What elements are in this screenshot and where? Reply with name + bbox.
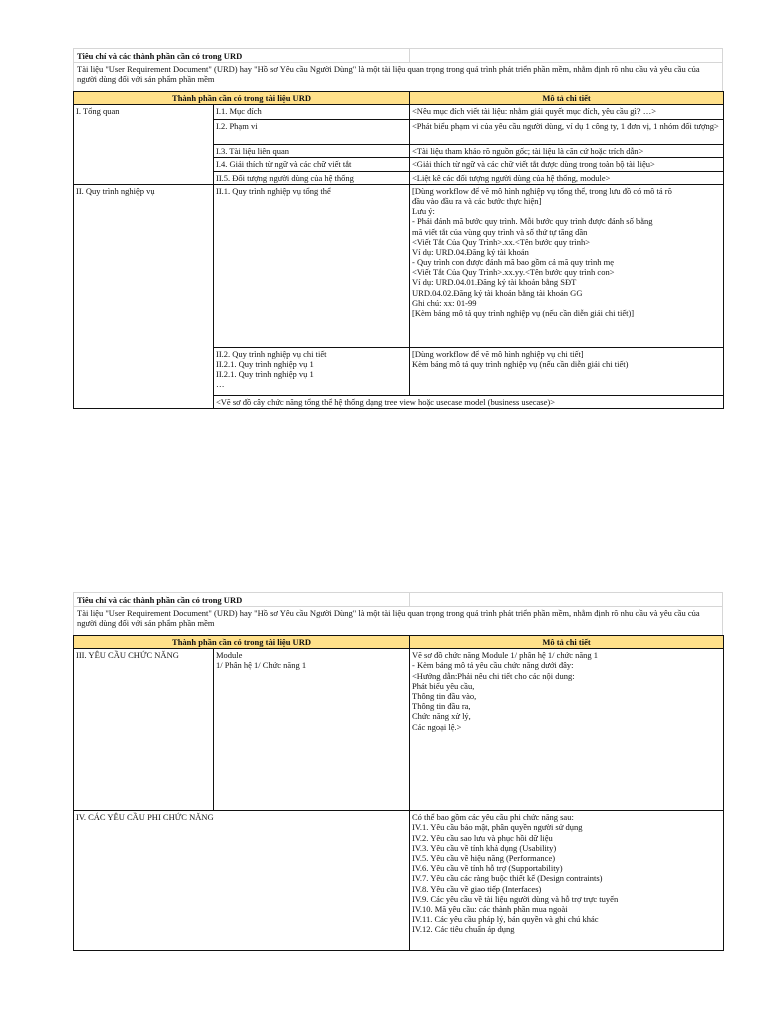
intro-text: Tài liệu "User Requirement Document" (URD) hay "Hồ sơ Yêu cầu Người Dùng" là một tài liệu quan trọng trong quá trình phát triển phần mềm, nhằm định rõ nhu cầu và yêu cầu của người dùng đối với sản phẩm phần mềm bbox=[73, 607, 723, 635]
desc-line: [Kèm bảng mô tả quy trình nghiệp vụ (nếu cần diễn giải chi tiết)] bbox=[412, 308, 635, 318]
desc-cell: <Liệt kê các đối tượng người dùng của hệ thống, module> bbox=[410, 171, 724, 184]
item-cell: I.3. Tài liệu liên quan bbox=[214, 145, 410, 158]
section-label: IV. CÁC YÊU CẦU PHI CHỨC NĂNG bbox=[74, 811, 410, 951]
desc-cell bbox=[410, 184, 724, 347]
urd-sheet-1 bbox=[73, 48, 723, 409]
desc-cell bbox=[410, 347, 724, 395]
desc-line: IV.2. Yêu cầu sao lưu và phục hồi dữ liệu bbox=[412, 832, 553, 843]
header-description: Mô tả chi tiết bbox=[410, 636, 724, 649]
item-cell: I.2. Phạm vi bbox=[214, 120, 410, 145]
desc-cell bbox=[410, 811, 724, 951]
desc-line: [Dùng workflow để vẽ mô hình nghiệp vụ tổng thể, trong lưu đồ có mô tả rõ bbox=[412, 185, 672, 196]
item-cell: I.4. Giải thích từ ngữ và các chữ viết tắt bbox=[214, 158, 410, 171]
desc-line: IV.3. Yêu cầu về tính khả dụng (Usability) bbox=[412, 842, 557, 853]
desc-line: <Hướng dẫn:Phải nêu chi tiết cho các nội dung: bbox=[412, 670, 575, 681]
desc-line: IV.9. Các yêu cầu về tài liệu người dùng và hỗ trợ trực tuyến bbox=[412, 893, 619, 904]
desc-line: - Quy trình con được đánh mã bao gồm cả mã quy trình mẹ bbox=[412, 257, 614, 268]
section-label: I. Tổng quan bbox=[74, 105, 214, 185]
item-cell: II.1. Quy trình nghiệp vụ tổng thể bbox=[214, 184, 410, 347]
desc-line: IV.10. Mã yêu cầu: các thành phần mua ngoài bbox=[412, 903, 568, 914]
desc-line: Thông tin đầu vào, bbox=[412, 690, 477, 701]
desc-line: Phát biểu yêu cầu, bbox=[412, 680, 475, 691]
item-cell: II.5. Đối tượng người dùng của hệ thống bbox=[214, 171, 410, 184]
section-label: III. YÊU CẦU CHỨC NĂNG bbox=[74, 649, 214, 811]
urd-table bbox=[73, 635, 724, 951]
desc-line: đầu vào đầu ra và các bước thực hiện] bbox=[412, 195, 542, 206]
desc-line: IV.7. Yêu cầu các ràng buộc thiết kế (Design contraints) bbox=[412, 873, 603, 884]
desc-line: URD.04.02.Đăng ký tài khoản bằng tài khoản GG bbox=[412, 287, 583, 298]
desc-line: Chức năng xử lý, bbox=[412, 711, 471, 722]
desc-line: Có thể bao gồm các yêu cầu phi chức năng sau: bbox=[412, 812, 574, 823]
sheet-title: Tiêu chí và các thành phần cần có trong URD bbox=[73, 49, 409, 62]
desc-line: Kèm bảng mô tả quy trình nghiệp vụ (nếu cần diễn giải chi tiết) bbox=[412, 358, 629, 369]
desc-line: IV.12. Các tiêu chuẩn áp dụng bbox=[412, 924, 515, 935]
desc-cell: <Tài liệu tham khảo rõ nguồn gốc; tài liệu là căn cứ hoặc trích dẫn> bbox=[410, 145, 724, 158]
desc-cell: <Giải thích từ ngữ và các chữ viết tắt được dùng trong toàn bộ tài liệu> bbox=[410, 158, 724, 171]
desc-line: Ví dụ: URD.04.01.Đăng ký tài khoản bằng SĐT bbox=[412, 277, 577, 288]
sheet-title-row bbox=[73, 592, 723, 607]
desc-line: - Kèm bảng mô tả yêu cầu chức năng dưới đây: bbox=[412, 660, 574, 671]
desc-cell: <Nêu mục đích viết tài liệu: nhằm giải quyết mục đích, yêu cầu gì? …> bbox=[410, 105, 724, 120]
desc-line: mã viết tắt của vùng quy trình và số thứ tự tăng dần bbox=[412, 226, 588, 237]
header-description: Mô tả chi tiết bbox=[410, 92, 724, 105]
header-component: Thành phần cần có trong tài liệu URD bbox=[74, 636, 410, 649]
desc-line: <Viết Tắt Của Quy Trình>.xx.yy.<Tên bước quy trình con> bbox=[412, 267, 615, 278]
desc-line: Ví dụ: URD.04.Đăng ký tài khoản bbox=[412, 246, 529, 257]
sheet-title: Tiêu chí và các thành phần cần có trong URD bbox=[73, 593, 409, 606]
desc-line: Thông tin đầu ra, bbox=[412, 701, 471, 712]
desc-line: <Viết Tắt Của Quy Trình>.xx.<Tên bước quy trình> bbox=[412, 236, 591, 247]
item-line: II.2.1. Quy trình nghiệp vụ 1 bbox=[216, 358, 314, 369]
desc-line: IV.6. Yêu cầu về tính hỗ trợ (Supportability) bbox=[412, 863, 563, 874]
item-cell: I.1. Mục đích bbox=[214, 105, 410, 120]
desc-line: - Phải đánh mã bước quy trình. Mỗi bước quy trình được đánh số bằng bbox=[412, 216, 653, 227]
header-component: Thành phần cần có trong tài liệu URD bbox=[74, 92, 410, 105]
urd-table bbox=[73, 91, 724, 409]
desc-cell: <Phát biểu phạm vi của yêu cầu người dùng, ví dụ 1 công ty, 1 đơn vị, 1 nhóm đối tượng> bbox=[410, 120, 724, 145]
desc-line: Vẽ sơ đồ chức năng Module 1/ phân hệ 1/ chức năng 1 bbox=[412, 650, 599, 661]
desc-line: Lưu ý: bbox=[412, 206, 435, 217]
desc-cell: <Vẽ sơ đồ cây chức năng tổng thể hệ thống dạng tree view hoặc usecase model (business usecase)> bbox=[214, 395, 724, 408]
intro-text: Tài liệu "User Requirement Document" (URD) hay "Hồ sơ Yêu cầu Người Dùng" là một tài liệu quan trọng trong quá trình phát triển phần mềm, nhằm định rõ nhu cầu và yêu cầu của người dùng đối với sản phẩm phần mềm bbox=[73, 63, 723, 91]
desc-line: IV.5. Yêu cầu về hiệu năng (Performance) bbox=[412, 852, 556, 863]
desc-line: IV.1. Yêu cầu bảo mật, phân quyền người sử dụng bbox=[412, 822, 583, 833]
section-label: II. Quy trình nghiệp vụ bbox=[74, 184, 214, 408]
urd-sheet-2 bbox=[73, 592, 723, 951]
desc-line: IV.11. Các yêu cầu pháp lý, bản quyền và ghi chú khác bbox=[412, 914, 599, 925]
item-line: … bbox=[216, 379, 225, 390]
item-line: II.2.1. Quy trình nghiệp vụ 1 bbox=[216, 369, 314, 380]
item-line: 1/ Phân hệ 1/ Chức năng 1 bbox=[216, 660, 307, 671]
desc-line: Các ngoại lệ.> bbox=[412, 721, 462, 732]
desc-line: Ghi chú: xx: 01-99 bbox=[412, 297, 477, 308]
sheet-title-row bbox=[73, 48, 723, 63]
item-line: Module bbox=[216, 650, 243, 661]
item-cell bbox=[214, 347, 410, 395]
empty-cell bbox=[409, 593, 723, 606]
item-cell bbox=[214, 649, 410, 811]
item-line: II.2. Quy trình nghiệp vụ chi tiết bbox=[216, 348, 327, 359]
desc-cell bbox=[410, 649, 724, 811]
desc-line: IV.8. Yêu cầu về giao tiếp (Interfaces) bbox=[412, 883, 542, 894]
empty-cell bbox=[409, 49, 723, 62]
desc-line: [Dùng workflow để vẽ mô hình nghiệp vụ chi tiết] bbox=[412, 348, 584, 359]
